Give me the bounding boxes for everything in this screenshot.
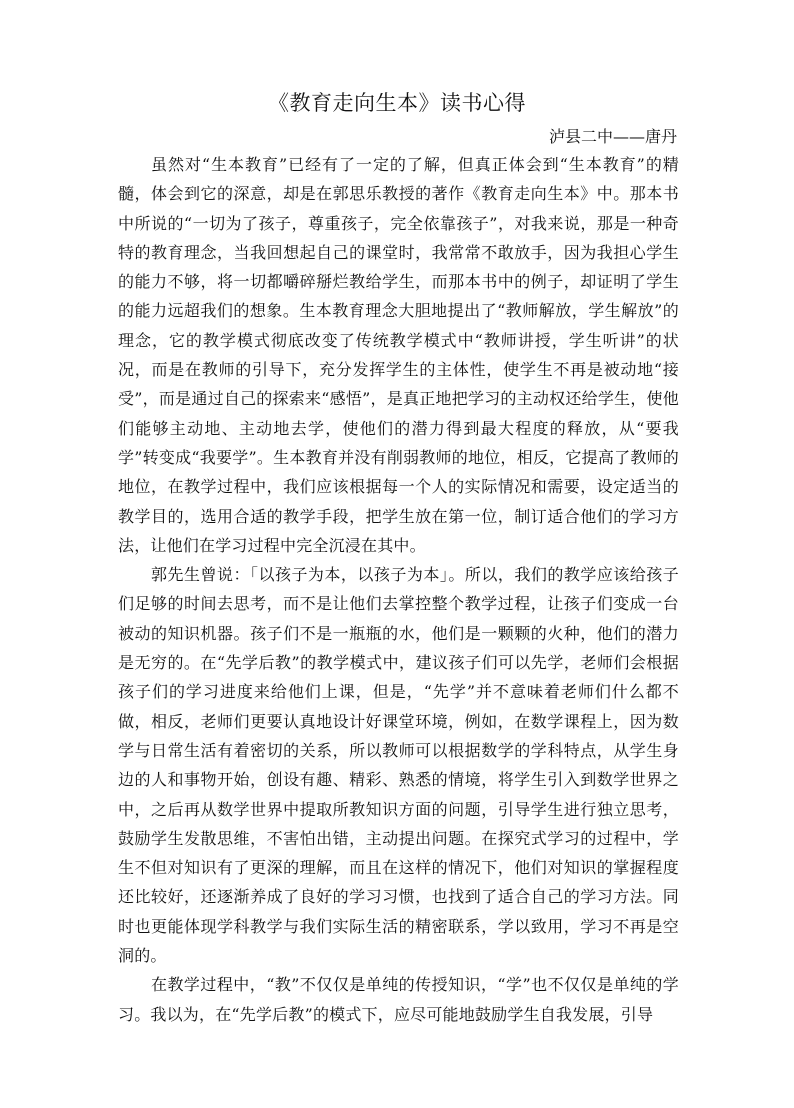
document-title: 《教育走向生本》读书心得: [268, 91, 526, 115]
paragraph-1: 虽然对“生本教育”已经有了一定的了解，但真正体会到“生本教育”的精髓，体会到它的深意，却是在郭思乐教授的著作《教育走向生本》中。那本书中所说的“一切为了孩子，尊重孩子，完全依靠孩子”，对我来说，那是一种奇特的教育理念，当我回想起自己的课堂时，我常常不敢放手，因为我担心学生的能力不够，将一切都嚼碎掰烂教给学生，而那本书中的例子，却证明了学生的能力远超我们的想象。生本教育理念大胆地提出了“教师解放，学生解放”的理念，它的教学模式彻底改变了传统教学模式中“教师讲授，学生听讲”的状况，而是在教师的引导下，充分发挥学生的主体性，使学生不再是被动地“接受”，而是通过自己的探索来“感悟”，是真正地把学习的主动权还给学生，使他们能够主动地、主动地去学，使他们的潜力得到最大程度的释放，从“要我学”转变成“我要学”。生本教育并没有削弱教师的地位，相反，它提高了教师的地位，在教学过程中，我们应该根据每一个人的实际情况和需要，设定适当的教学目的，选用合适的教学手段，把学生放在第一位，制订适合他们的学习方法，让他们在学习过程中完全沉浸在其中。: [118, 155, 679, 555]
paragraph-3: 在教学过程中，“教”不仅仅是单纯的传授知识，“学”也不仅仅是单纯的学习。我以为，在“先学后教”的模式下，应尽可能地鼓励学生自我发展，引导: [118, 975, 679, 1024]
document-body: [118, 150, 679, 1029]
document-author: 泸县二中——唐丹: [548, 127, 677, 146]
paragraph-2: 郭先生曾说：「以孩子为本，以孩子为本」。所以，我们的教学应该给孩子们足够的时间去思考，而不是让他们去掌控整个教学过程，让孩子们变成一台被动的知识机器。孩子们不是一瓶瓶的水，他们是一颗颗的火种，他们的潜力是无穷的。在“先学后教”的教学模式中，建议孩子们可以先学，老师们会根据孩子们的学习进度来给他们上课，但是，“先学”并不意味着老师们什么都不做，相反，老师们更要认真地设计好课堂环境，例如，在数学课程上，因为数学与日常生活有着密切的关系，所以教师可以根据数学的学科特点，从学生身边的人和事物开始，创设有趣、精彩、熟悉的情境，将学生引入到数学世界之中，之后再从数学世界中提取所教知识方面的问题，引导学生进行独立思考，鼓励学生发散思维，不害怕出错，主动提出问题。在探究式学习的过程中，学生不但对知识有了更深的理解，而且在这样的情况下，他们对知识的掌握程度还比较好，还逐渐养成了良好的学习习惯，也找到了适合自己的学习方法。同时也更能体现学科教学与我们实际生活的精密联系，学以致用，学习不再是空洞的。: [118, 565, 679, 966]
